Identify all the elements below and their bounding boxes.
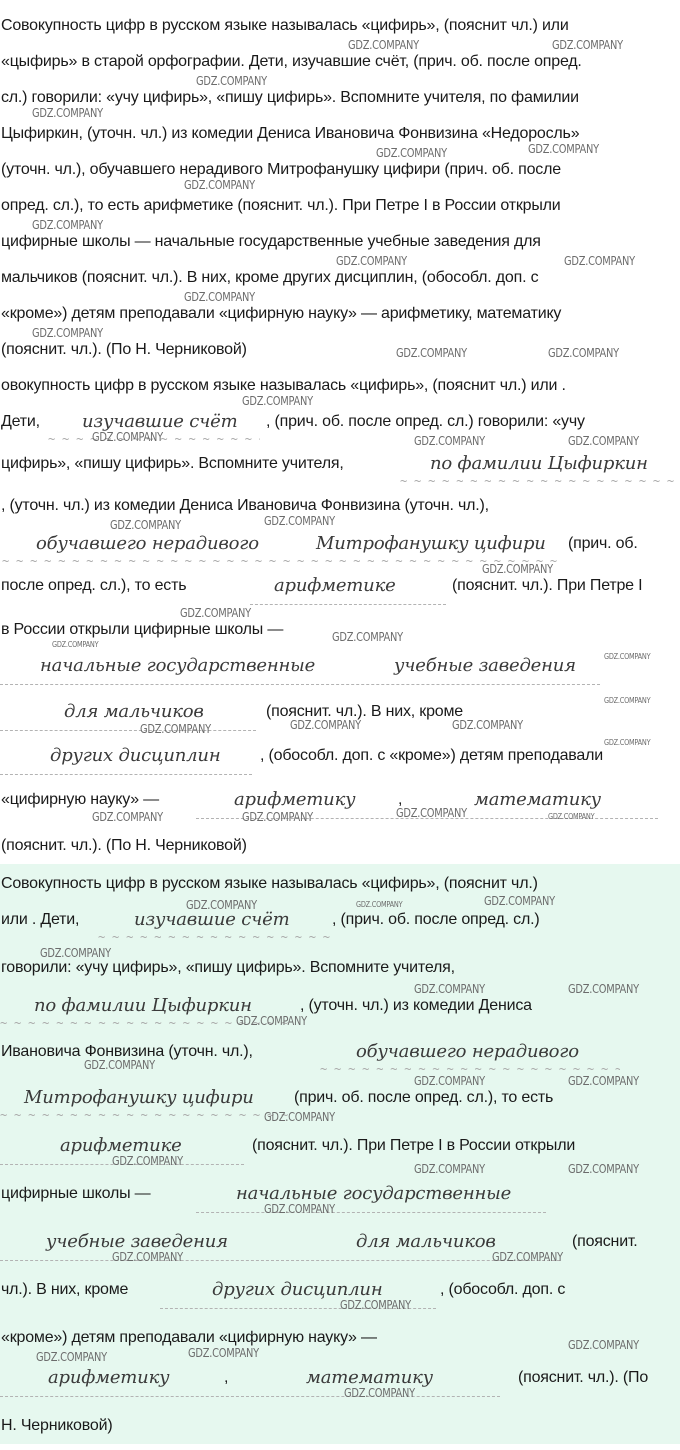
- watermark: GDZ.COMPANY: [92, 810, 163, 824]
- watermark: GDZ.COMPANY: [414, 1074, 485, 1088]
- watermark: GDZ.COMPANY: [414, 1162, 485, 1176]
- answer-clarifying-member: по фамилии Цыфиркин: [34, 995, 252, 1016]
- watermark: GDZ.COMPANY: [604, 738, 651, 747]
- answer-explanatory-member: начальные государственные: [40, 655, 316, 676]
- watermark: GDZ.COMPANY: [92, 430, 163, 444]
- watermark: GDZ.COMPANY: [568, 434, 639, 448]
- dashed-underline: [0, 1396, 500, 1397]
- watermark: GDZ.COMPANY: [40, 946, 111, 960]
- watermark: GDZ.COMPANY: [112, 1250, 183, 1264]
- watermark: GDZ.COMPANY: [348, 38, 419, 52]
- wavy-underline: [2, 556, 558, 566]
- answer-participial-phrase: Митрофанушку цифири: [316, 533, 546, 554]
- watermark: GDZ.COMPANY: [236, 1014, 307, 1028]
- watermark: GDZ.COMPANY: [552, 38, 623, 52]
- watermark: GDZ.COMPANY: [344, 1386, 415, 1400]
- watermark: GDZ.COMPANY: [184, 290, 255, 304]
- watermark: GDZ.COMPANY: [290, 718, 361, 732]
- watermark: GDZ.COMPANY: [242, 810, 313, 824]
- annotated-text-block-highlighted: Совокупность цифр в русском языке называлась «цифирь», (пояснит чл.) или . Дети, изучавшие счёт ~ ~ ~ , (прич. об. после опред. сл.) говорили: «учу цифирь», «пишу цифирь». Вспомните учителя, по фамилии Цыфиркин ~ ~ ~ , (уточн. чл.) из комедии Дениса Ивановича Фонвизина (уточн. чл.), обучавшего нерадивого ~ ~ ~ Митрофанушку цифири ~ ~ ~ (прич. об. после опред. сл.), то есть арифметике (пояснит. чл.). При Петре I в России открыли цифирные школы — начальные государственные учебные заведения для мальчиков (пояснит. чл.). В них, кроме других дисциплин , (обособл. доп. с «кроме») детям преподавали «цифирную науку» — арифметику , математику (пояснит. чл.). (По Н. Черниковой) GDZ.COMPANY GDZ.COMPANY GDZ.COMPANY GDZ.COMPANY GDZ.COMPANY GDZ.COMPANY GDZ.COMPANY GDZ.COMPANY GDZ.COMPANY GDZ.COMPANY GDZ.COMPANY GDZ.COMPANY GDZ.COMPANY GDZ.COMPANY GDZ.COMPANY GDZ.COMPANY GDZ.COMPANY GDZ.COMPANY GDZ.COMPANY GDZ.COMPANY GDZ.COMPANY GDZ.COMPANY: [0, 864, 680, 1444]
- watermark: GDZ.COMPANY: [186, 898, 257, 912]
- watermark: GDZ.COMPANY: [180, 606, 251, 620]
- watermark: GDZ.COMPANY: [548, 346, 619, 360]
- watermark: GDZ.COMPANY: [140, 722, 211, 736]
- answer-explanatory-member: математику: [306, 1367, 433, 1388]
- watermark: GDZ.COMPANY: [396, 346, 467, 360]
- watermark: GDZ.COMPANY: [264, 1202, 335, 1216]
- watermark: GDZ.COMPANY: [452, 718, 523, 732]
- answer-addition-phrase: других дисциплин: [50, 745, 221, 766]
- watermark: GDZ.COMPANY: [32, 106, 103, 120]
- watermark: GDZ.COMPANY: [242, 394, 313, 408]
- watermark: GDZ.COMPANY: [604, 652, 651, 661]
- answer-explanatory-member: учебные заведения: [46, 1231, 228, 1252]
- wavy-underline: [0, 1110, 288, 1120]
- watermark: GDZ.COMPANY: [184, 178, 255, 192]
- watermark: GDZ.COMPANY: [568, 1074, 639, 1088]
- watermark: GDZ.COMPANY: [196, 74, 267, 88]
- answer-clarifying-member: по фамилии Цыфиркин: [430, 453, 648, 474]
- wavy-underline: [320, 1064, 620, 1074]
- watermark: GDZ.COMPANY: [604, 696, 651, 705]
- dashed-underline: [0, 774, 252, 775]
- watermark: GDZ.COMPANY: [482, 562, 553, 576]
- answer-participial-phrase: изучавшие счёт: [82, 411, 238, 432]
- watermark: GDZ.COMPANY: [568, 982, 639, 996]
- watermark: GDZ.COMPANY: [36, 1350, 107, 1364]
- watermark: GDZ.COMPANY: [188, 1346, 259, 1360]
- answer-explanatory-member: учебные заведения: [394, 655, 576, 676]
- answer-participial-phrase: обучавшего нерадивого: [36, 533, 259, 554]
- watermark: GDZ.COMPANY: [564, 254, 635, 268]
- watermark: GDZ.COMPANY: [264, 514, 335, 528]
- watermark: GDZ.COMPANY: [396, 806, 467, 820]
- watermark: GDZ.COMPANY: [32, 326, 103, 340]
- dashed-underline: [0, 684, 600, 685]
- watermark: GDZ.COMPANY: [414, 434, 485, 448]
- watermark: GDZ.COMPANY: [110, 518, 181, 532]
- answer-explanatory-member: арифметике: [274, 575, 396, 596]
- watermark: GDZ.COMPANY: [528, 142, 599, 156]
- watermark: GDZ.COMPANY: [340, 1298, 411, 1312]
- watermark: GDZ.COMPANY: [484, 894, 555, 908]
- answer-addition-phrase: других дисциплин: [212, 1279, 383, 1300]
- answer-explanatory-member: для мальчиков: [356, 1231, 496, 1252]
- watermark: GDZ.COMPANY: [336, 254, 407, 268]
- dashed-underline: [0, 730, 256, 731]
- watermark: GDZ.COMPANY: [376, 146, 447, 160]
- dashed-underline: [196, 1212, 546, 1213]
- watermark: GDZ.COMPANY: [568, 1338, 639, 1352]
- answer-participial-phrase: обучавшего нерадивого: [356, 1041, 579, 1062]
- watermark: GDZ.COMPANY: [414, 982, 485, 996]
- watermark: GDZ.COMPANY: [32, 218, 103, 232]
- watermark: GDZ.COMPANY: [492, 1250, 563, 1264]
- watermark: GDZ.COMPANY: [84, 1058, 155, 1072]
- dashed-underline: [250, 604, 446, 605]
- watermark: GDZ.COMPANY: [568, 1162, 639, 1176]
- answer-explanatory-member: математику: [474, 789, 601, 810]
- answer-participial-phrase: изучавшие счёт: [134, 909, 290, 930]
- original-text-block: Совокупность цифр в русском языке называлась «цифирь», (пояснит чл.) или «цыфирь» в старой орфографии. Дети, изучавшие счёт, (прич. об. после опред. сл.) говорили: «учу цифирь», «пишу цифирь». Вспомните учителя, по фамилии Цыфиркин, (уточн. чл.) из комедии Дениса Ивановича Фонвизина «Недоросль» (уточн. чл.), обучавшего нерадивого Митрофанушку цифири (прич. об. после опред. сл.), то есть арифметике (пояснит. чл.). При Петре I в России открыли цифирные школы — начальные государственные учебные заведения для мальчиков (пояснит. чл.). В них, кроме других дисциплин, (обособл. доп. с «кроме») детям преподавали «цифирную науку» — арифметику, математику (пояснит. чл.). (По Н. Черниковой) GDZ.COMPANY GDZ.COMPANY GDZ.COMPANY GDZ.COMPANY GDZ.COMPANY GDZ.COMPANY GDZ.COMPANY GDZ.COMPANY GDZ.COMPANY GDZ.COMPANY GDZ.COMPANY GDZ.COMPANY GDZ.COMPANY GDZ.COMPANY: [1, 17, 635, 360]
- wavy-underline: [98, 932, 330, 942]
- watermark: GDZ.COMPANY: [332, 630, 403, 644]
- answer-explanatory-member: арифметике: [60, 1135, 182, 1156]
- watermark: GDZ.COMPANY: [112, 1154, 183, 1168]
- watermark: GDZ.COMPANY: [264, 1110, 335, 1124]
- answer-participial-phrase: Митрофанушку цифири: [24, 1087, 254, 1108]
- watermark: GDZ.COMPANY: [356, 900, 403, 909]
- dashed-underline: [0, 1260, 560, 1261]
- wavy-underline: [400, 476, 678, 486]
- answer-explanatory-member: арифметику: [234, 789, 356, 810]
- annotated-text-block: овокупность цифр в русском языке называлась «цифирь», (пояснит чл.) или . Дети, изучавшие счёт ~ ~ ~ , (прич. об. после опред. сл.) говорили: «учу цифирь», «пишу цифирь». Вспомните учителя, по фамилии Цыфиркин ~ ~ ~ , (уточн. чл.) из комедии Дениса Ивановича Фонвизина (уточн. чл.), обучавшего нерадивого Митрофанушку цифири ~ ~ ~ (прич. об. после опред. сл.), то есть арифметике (пояснит. чл.). При Петре I в России открыли цифирные школы — начальные государственные учебные заведения для мальчиков (пояснит. чл.). В них, кроме других дисциплин , (обособл. доп. с «кроме») детям преподавали «цифирную науку» — арифметику , математику (пояснит. чл.). (По Н. Черниковой) GDZ.COMPANY GDZ.COMPANY GDZ.COMPANY GDZ.COMPANY GDZ.COMPANY GDZ.COMPANY GDZ.COMPANY GDZ.COMPANY GDZ.COMPANY GDZ.COMPANY GDZ.COMPANY GDZ.COMPANY GDZ.COMPANY GDZ.COMPANY GDZ.COMPANY GDZ.COMPANY GDZ.COMPANY GDZ.COMPANY GDZ.COMPANY GDZ.COMPANY: [0, 366, 680, 864]
- answer-explanatory-member: для мальчиков: [64, 701, 204, 722]
- watermark: GDZ.COMPANY: [52, 640, 99, 649]
- answer-explanatory-member: начальные государственные: [236, 1183, 512, 1204]
- watermark: GDZ.COMPANY: [548, 812, 595, 821]
- answer-explanatory-member: арифметику: [48, 1367, 170, 1388]
